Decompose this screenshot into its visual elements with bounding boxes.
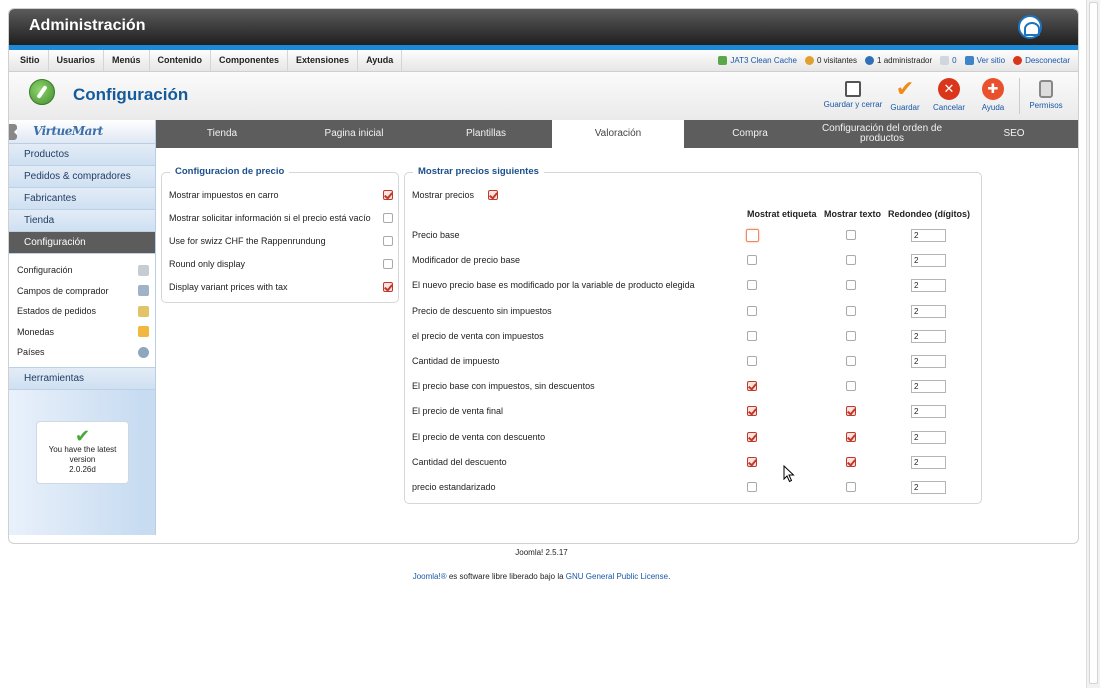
save-button[interactable] <box>883 74 927 117</box>
price-row-label: precio estandarizado <box>412 482 496 492</box>
form-fields-icon <box>138 285 149 296</box>
show-text-checkbox[interactable] <box>846 457 856 467</box>
config-tabs <box>156 120 1079 148</box>
rounding-digits-input[interactable]: 2 <box>911 355 946 368</box>
price-option-label: Display variant prices with tax <box>169 282 288 292</box>
rounding-digits-input[interactable]: 2 <box>911 405 946 418</box>
show-text-checkbox[interactable] <box>846 432 856 442</box>
show-label-checkbox[interactable] <box>747 280 757 290</box>
toolbar-buttons <box>823 74 1068 117</box>
permissions-button[interactable] <box>1024 74 1068 117</box>
rounding-digits-input[interactable]: 2 <box>911 305 946 318</box>
price-option-label: Mostrar impuestos en carro <box>169 190 279 200</box>
order-status-icon <box>138 306 149 317</box>
price-row-label: Precio de descuento sin impuestos <box>412 306 552 316</box>
gpl-link[interactable]: GNU General Public License <box>565 572 669 581</box>
rounding-digits-input[interactable]: 2 <box>911 279 946 292</box>
sidebar-item-estados[interactable] <box>9 301 155 322</box>
sidebar-section-productos[interactable]: Productos <box>9 144 155 166</box>
price-option-checkbox[interactable] <box>383 213 393 223</box>
price-option-label: Mostrar solicitar información si el precio está vacío <box>169 213 371 223</box>
main-menu-bar <box>9 50 1078 72</box>
visitors-icon <box>805 56 814 65</box>
status-area <box>718 50 1070 71</box>
sidebar-collapse-handle[interactable] <box>9 124 17 140</box>
sidebar-item-label: Países <box>17 347 45 358</box>
show-label-checkbox[interactable] <box>747 255 757 265</box>
logout-link[interactable] <box>1013 56 1070 65</box>
price-row-label: Cantidad del descuento <box>412 457 507 467</box>
sidebar-section-configuracion[interactable]: Configuración <box>9 232 155 254</box>
sidebar-section-tienda[interactable]: Tienda <box>9 210 155 232</box>
show-prices-checkbox[interactable] <box>488 190 498 200</box>
save-and-close-label: Guardar y cerrar <box>823 100 883 109</box>
sidebar-item-label: Campos de comprador <box>17 285 109 296</box>
menu-item-usuarios[interactable]: Usuarios <box>49 50 105 71</box>
sidebar-section-herramientas[interactable]: Herramientas <box>9 368 155 390</box>
clean-cache-link[interactable] <box>718 56 797 65</box>
price-row-label: El precio base con impuestos, sin descuentos <box>412 381 595 391</box>
show-prices-fieldset <box>404 166 982 504</box>
save-and-close-button[interactable] <box>823 74 883 117</box>
admins-label: 1 administrador <box>877 56 933 65</box>
menu-item-contenido[interactable]: Contenido <box>150 50 212 71</box>
help-button[interactable] <box>971 74 1015 117</box>
tab-orden-productos[interactable]: Configuración del orden de productos <box>821 123 943 144</box>
sidebar-item-campos[interactable] <box>9 281 155 302</box>
tab-compra[interactable]: Compra <box>732 128 768 139</box>
price-option-checkbox[interactable] <box>383 236 393 246</box>
virtuemart-logo: VirtueMart <box>33 124 103 138</box>
price-row-label: el precio de venta con impuestos <box>412 331 544 341</box>
checkmark-icon: ✔ <box>895 76 915 101</box>
rounding-digits-input[interactable]: 2 <box>911 330 946 343</box>
tab-seo[interactable]: SEO <box>1003 128 1025 139</box>
version-number: 2.0.26d <box>69 465 96 474</box>
rounding-digits-input[interactable]: 2 <box>911 431 946 444</box>
admin-frame <box>8 8 1079 544</box>
show-text-checkbox[interactable] <box>846 255 856 265</box>
price-option-checkbox[interactable] <box>383 282 393 292</box>
show-text-checkbox[interactable] <box>846 331 856 341</box>
sidebar-section-fabricantes[interactable]: Fabricantes <box>9 188 155 210</box>
version-line-2: version <box>69 455 96 464</box>
sidebar-item-label: Configuración <box>17 265 73 276</box>
show-label-checkbox[interactable] <box>747 331 757 341</box>
column-header-rounding: Redondeo (dígitos) <box>888 209 970 219</box>
show-label-checkbox[interactable] <box>746 229 759 242</box>
virtuemart-sidebar <box>9 120 156 535</box>
visitors-label: 0 visitantes <box>816 56 858 65</box>
tab-valoracion[interactable]: Valoración <box>552 120 684 148</box>
messages-status[interactable] <box>940 56 956 65</box>
main-menu <box>12 50 402 71</box>
admin-user-icon <box>865 56 874 65</box>
show-label-checkbox[interactable] <box>747 457 757 467</box>
price-row-label: El nuevo precio base es modificado por la variable de producto elegida <box>412 280 695 290</box>
configuration-wrench-icon <box>29 79 55 105</box>
clean-cache-label: JAT3 Clean Cache <box>730 56 797 65</box>
rounding-digits-input[interactable]: 2 <box>911 481 946 494</box>
save-label: Guardar <box>890 103 920 112</box>
price-row-label: Modificador de precio base <box>412 255 521 265</box>
lock-icon <box>1039 80 1053 98</box>
sidebar-item-monedas[interactable] <box>9 322 155 343</box>
show-prices-label: Mostrar precios <box>412 190 475 200</box>
price-row-label: Precio base <box>412 230 460 240</box>
globe-icon <box>138 347 149 358</box>
price-option-checkbox[interactable] <box>383 259 393 269</box>
show-text-checkbox[interactable] <box>846 230 856 240</box>
cache-icon <box>718 56 727 65</box>
show-text-checkbox[interactable] <box>846 482 856 492</box>
license-end: . <box>668 572 671 581</box>
price-row-label: Cantidad de impuesto <box>412 356 500 366</box>
tab-pagina-inicial[interactable]: Pagina inicial <box>324 128 384 139</box>
show-label-checkbox[interactable] <box>747 356 757 366</box>
rounding-digits-input[interactable]: 2 <box>911 456 946 469</box>
scrollbar-thumb[interactable] <box>1089 2 1098 684</box>
power-icon <box>1013 56 1022 65</box>
menu-item-extensiones[interactable]: Extensiones <box>288 50 358 71</box>
monitor-icon <box>965 56 974 65</box>
show-text-checkbox[interactable] <box>846 280 856 290</box>
menu-item-componentes[interactable]: Componentes <box>211 50 288 71</box>
price-row-label: El precio de venta con descuento <box>412 432 546 442</box>
main-area <box>9 120 1079 544</box>
show-text-checkbox[interactable] <box>846 306 856 316</box>
show-label-checkbox[interactable] <box>747 406 757 416</box>
price-config-legend: Configuracion de precio <box>170 166 289 177</box>
price-option-label: Use for swizz CHF the Rappenrundung <box>169 236 326 246</box>
messages-count: 0 <box>952 56 957 65</box>
toolbar-separator <box>1019 78 1020 114</box>
show-text-checkbox[interactable] <box>846 406 856 416</box>
sidebar-item-paises[interactable] <box>9 342 155 363</box>
rounding-digits-input[interactable]: 2 <box>911 254 946 267</box>
license-text: es software libre liberado bajo la <box>446 572 566 581</box>
version-line-1: You have the latest <box>48 445 117 454</box>
tools-icon <box>138 265 149 276</box>
sidebar-section-pedidos[interactable]: Pedidos & compradores <box>9 166 155 188</box>
sidebar-item-label: Monedas <box>17 326 55 337</box>
tab-tienda[interactable]: Tienda <box>206 128 238 139</box>
page-title: Configuración <box>73 85 189 104</box>
footer-version: Joomla! 2.5.17 <box>515 548 568 557</box>
admin-title: Administración <box>29 17 146 34</box>
tab-plantillas[interactable]: Plantillas <box>465 128 507 139</box>
sidebar-item-configuracion[interactable] <box>9 260 155 281</box>
column-header-label: Mostrat etiqueta <box>747 209 817 219</box>
show-label-checkbox[interactable] <box>747 306 757 316</box>
page-scrollbar[interactable] <box>1086 0 1100 688</box>
price-option-checkbox[interactable] <box>383 190 393 200</box>
version-status-box <box>36 421 129 484</box>
mail-icon <box>940 56 949 65</box>
logout-label: Desconectar <box>1025 56 1070 65</box>
show-prices-legend: Mostrar precios siguientes <box>413 166 544 177</box>
price-row-label: El precio de venta final <box>412 406 504 416</box>
admins-status <box>865 56 932 65</box>
view-site-label: Ver sitio <box>976 56 1006 65</box>
menu-item-menus[interactable]: Menús <box>104 50 150 71</box>
virtuemart-logo-bar <box>9 120 155 144</box>
currency-coins-icon <box>138 326 149 337</box>
visitors-status <box>805 56 857 65</box>
price-option-label: Round only display <box>169 259 246 269</box>
show-text-checkbox[interactable] <box>846 356 856 366</box>
cancel-x-icon: ✕ <box>938 78 960 100</box>
menu-item-sitio[interactable]: Sitio <box>12 50 49 71</box>
show-text-checkbox[interactable] <box>846 381 856 391</box>
show-label-checkbox[interactable] <box>747 381 757 391</box>
rounding-digits-input[interactable]: 2 <box>911 380 946 393</box>
footer-license <box>0 572 1083 581</box>
cancel-label: Cancelar <box>932 103 965 112</box>
save-disk-icon <box>845 81 861 97</box>
admin-header <box>9 9 1078 45</box>
sidebar-item-label: Estados de pedidos <box>17 306 97 317</box>
help-lifebuoy-icon: ✚ <box>982 78 1004 100</box>
rounding-digits-input[interactable]: 2 <box>911 229 946 242</box>
permissions-label: Permisos <box>1029 101 1063 110</box>
view-site-link[interactable] <box>965 56 1005 65</box>
toolbar <box>9 72 1078 121</box>
show-label-checkbox[interactable] <box>747 482 757 492</box>
cancel-button[interactable] <box>927 74 971 117</box>
menu-item-ayuda[interactable]: Ayuda <box>358 50 402 71</box>
help-label: Ayuda <box>981 103 1005 112</box>
column-header-text: Mostrar texto <box>824 209 882 219</box>
sidebar-submenu <box>9 254 155 368</box>
joomla-link[interactable]: Joomla!® <box>412 572 447 581</box>
show-label-checkbox[interactable] <box>747 432 757 442</box>
joomla-logo-icon <box>1018 15 1042 39</box>
price-config-fieldset <box>161 166 399 303</box>
green-checkmark-icon: ✔ <box>74 426 91 446</box>
